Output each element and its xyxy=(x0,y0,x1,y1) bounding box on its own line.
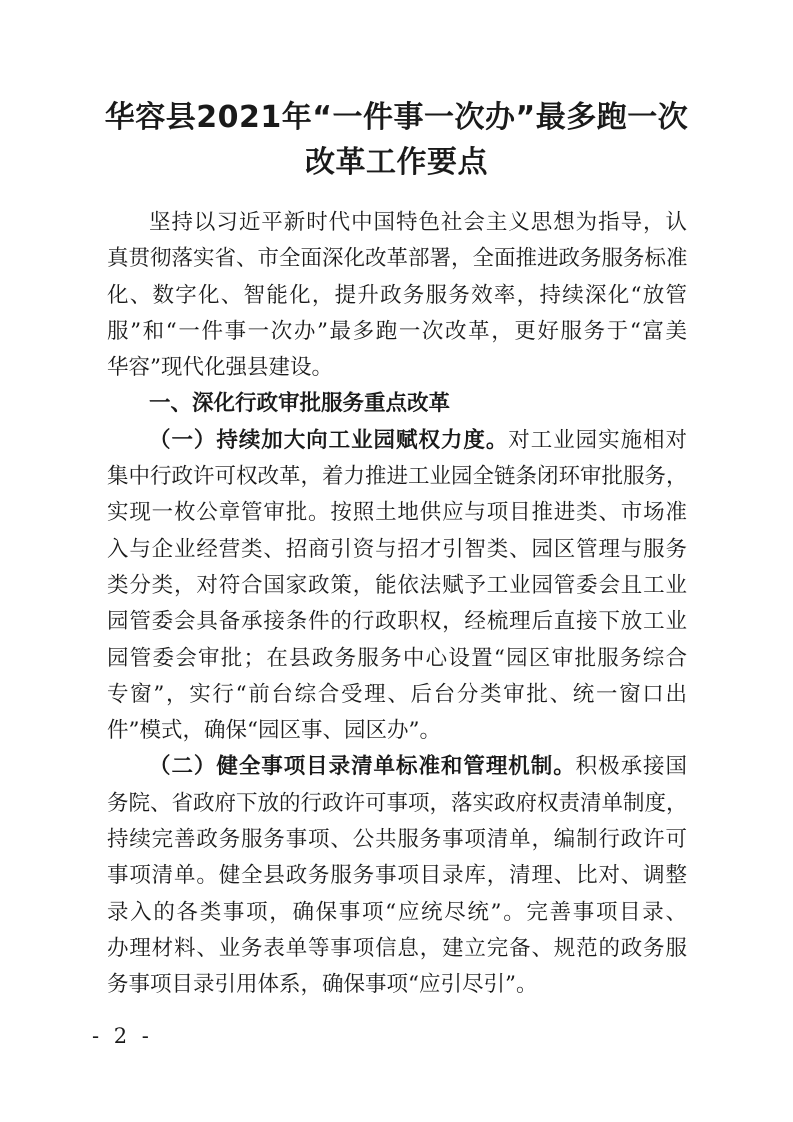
item-1-line: 件”模式，确保“园区事、园区办”。 xyxy=(107,718,441,744)
item-1-line: 园管委会具备承接条件的行政职权，经梳理后直接下放工业 xyxy=(107,609,687,635)
item-1-line: 实现一枚公章管审批。按照土地供应与项目推进类、市场准 xyxy=(107,500,687,526)
section-heading: 一、深化行政审批服务重点改革 xyxy=(149,391,451,417)
item-2-first-line-text: 积极承接国 xyxy=(575,754,687,780)
item-1-first-line xyxy=(107,423,687,459)
item-1-line: 类分类，对符合国家政策，能依法赋予工业园管委会且工业 xyxy=(107,572,687,598)
intro-line: 化、数字化、智能化，提升政务服务效率，持续深化“放管 xyxy=(107,282,687,308)
item-2-line: 事项清单。健全县政务服务事项目录库，清理、比对、调整 xyxy=(107,863,687,889)
document-body xyxy=(107,205,687,1004)
item-2-line: 务院、省政府下放的行政许可事项，落实政府权责清单制度， xyxy=(107,790,688,816)
item-1-line: 专窗”，实行“前台综合受理、后台分类审批、统一窗口出 xyxy=(107,681,687,707)
item-1-line: 集中行政许可权改革，着力推进工业园全链条闭环审批服务， xyxy=(107,464,688,490)
item-1-line: 园管委会审批；在县政务服务中心设置“园区审批服务综合 xyxy=(107,645,687,671)
item-1-line: 入与企业经营类、招商引资与招才引智类、园区管理与服务 xyxy=(107,536,687,562)
item-2-title: （二）健全事项目录清单标准和管理机制。 xyxy=(149,754,576,780)
item-2-first-line xyxy=(107,749,687,785)
intro-line: 坚持以习近平新时代中国特色社会主义思想为指导，认 xyxy=(149,210,687,235)
item-2-line: 录入的各类事项，确保事项“应统尽统”。完善事项目录、 xyxy=(107,899,687,925)
item-2-line: 持续完善政务服务事项、公共服务事项清单，编制行政许可 xyxy=(107,827,687,853)
item-2-line: 务事项目录引用体系，确保事项“应引尽引”。 xyxy=(107,972,538,998)
item-1-first-line-text: 对工业园实施相对 xyxy=(508,427,687,453)
document-title-line-1: 华容县2021年“一件事一次办”最多跑一次 xyxy=(104,100,689,135)
intro-line: 真贯彻落实省、市全面深化改革部署，全面推进政务服务标准 xyxy=(107,246,688,272)
item-1-title: （一）持续加大向工业园赋权力度。 xyxy=(149,427,509,453)
intro-line: 服”和“一件事一次办”最多跑一次改革，更好服务于“富美 xyxy=(107,318,687,344)
intro-line: 华容”现代化强县建设。 xyxy=(107,355,333,381)
document-title-line-2: 改革工作要点 xyxy=(305,145,488,180)
item-2-line: 办理材料、业务表单等事项信息，建立完备、规范的政务服 xyxy=(107,935,687,961)
page-number: - 2 - xyxy=(92,1024,153,1048)
